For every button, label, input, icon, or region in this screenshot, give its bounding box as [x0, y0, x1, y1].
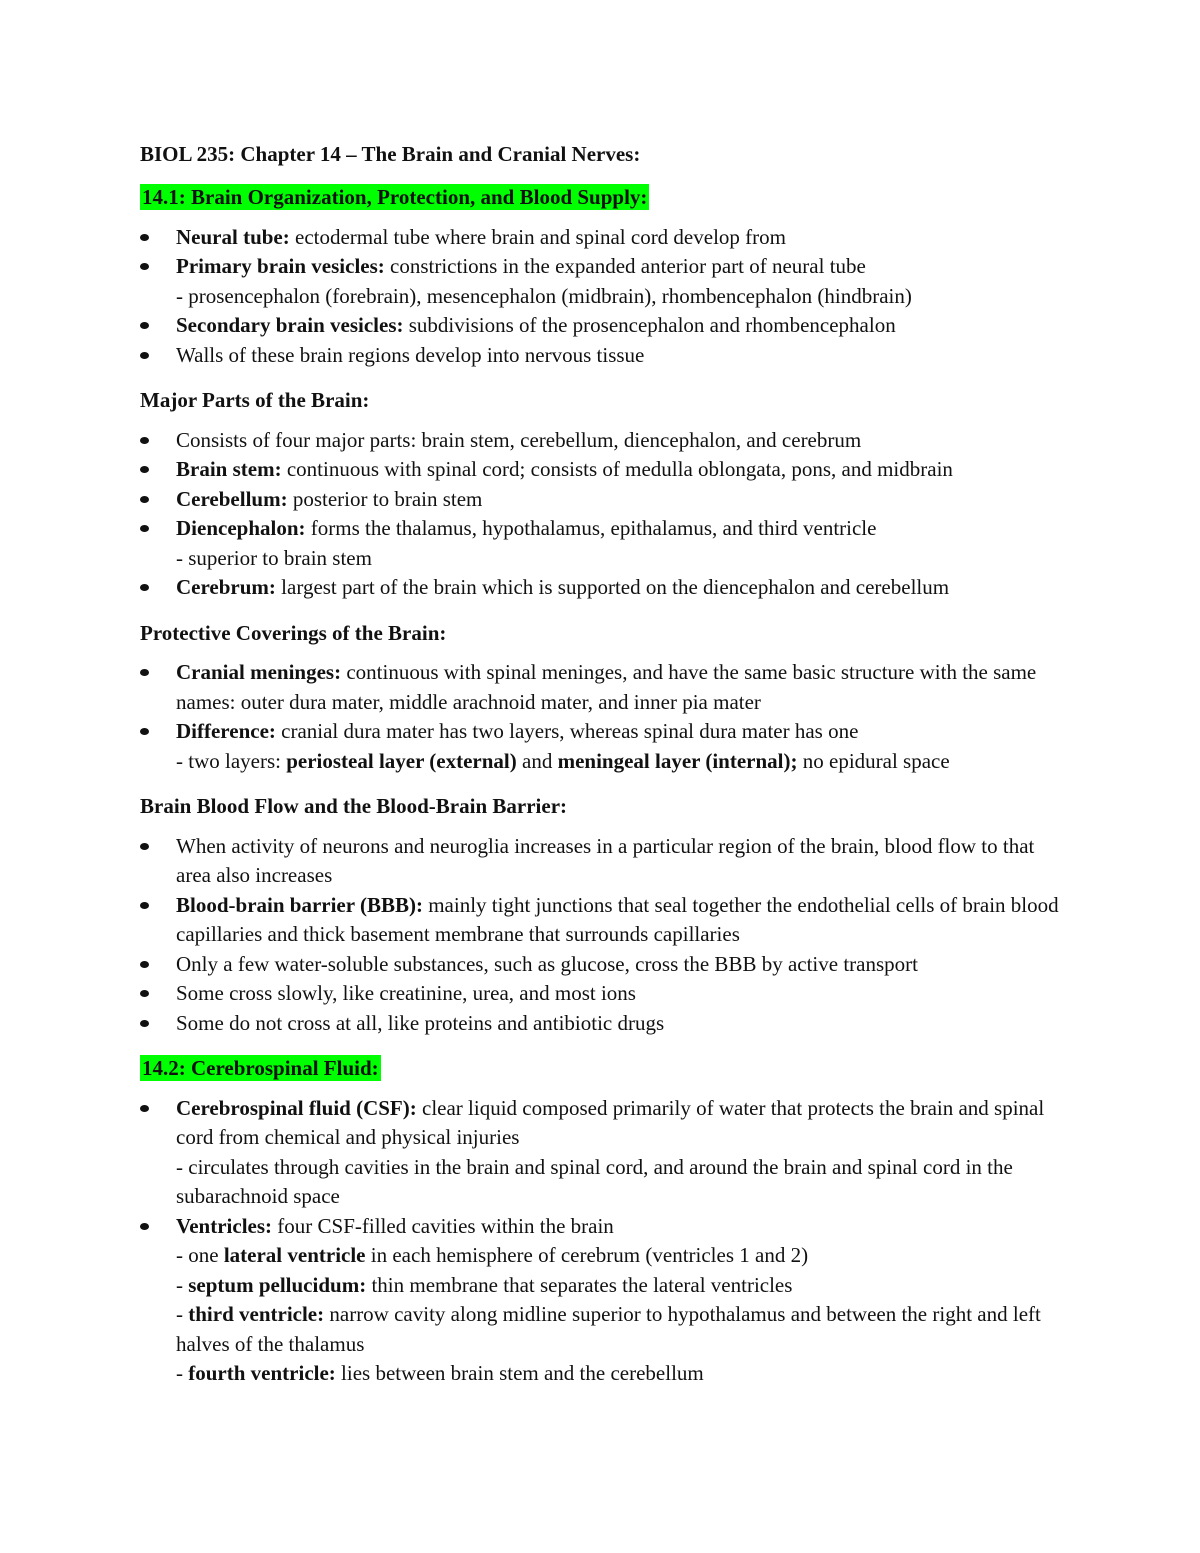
bullet-list: [140, 832, 1070, 1039]
list-item: [140, 223, 1070, 253]
bullet-list: [140, 658, 1070, 776]
list-item: [140, 891, 1070, 950]
list-item: [140, 573, 1070, 603]
list-item: [140, 426, 1070, 456]
bullet-icon: [140, 728, 149, 735]
list-item: [140, 341, 1070, 371]
sub-text: lies between brain stem and the cerebellum: [335, 1361, 704, 1385]
term: Cerebrum:: [176, 575, 276, 599]
list-item: [140, 1094, 1070, 1212]
definition: largest part of the brain which is supported on the diencephalon and cerebellum: [275, 575, 950, 599]
sub-point: [176, 1241, 1070, 1271]
sub-point: [176, 1300, 1070, 1359]
sub-text: narrow cavity along midline superior to hypothalamus and between the right and left halves of the thalamus: [176, 1302, 1041, 1356]
bullet-icon: [140, 466, 149, 473]
bullet-icon: [140, 1105, 149, 1112]
definition: constrictions in the expanded anterior part of neural tube: [384, 254, 866, 278]
section-heading-14-1: [140, 183, 1070, 213]
list-item: [140, 658, 1070, 717]
definition: subdivisions of the prosencephalon and rhombencephalon: [403, 313, 896, 337]
bullet-icon: [140, 234, 149, 241]
bullet-icon: [140, 496, 149, 503]
bullet-icon: [140, 961, 149, 968]
definition: Some do not cross at all, like proteins and antibiotic drugs: [176, 1010, 665, 1035]
sub-text: - one: [176, 1243, 224, 1267]
list-item: [140, 514, 1070, 573]
definition: cranial dura mater has two layers, whereas spinal dura mater has one: [275, 719, 859, 743]
sub-point: [176, 747, 1070, 777]
bullet-icon: [140, 1223, 149, 1230]
subheading-major-parts: Major Parts of the Brain:: [140, 388, 370, 412]
list-item: [140, 485, 1070, 515]
definition: continuous with spinal meninges, and have the same basic structure with the same names: outer dura mater, middle arachnoid mater, and inner pia mater: [176, 660, 1037, 714]
subheading-blood-brain-barrier: Brain Blood Flow and the Blood-Brain Barrier:: [140, 794, 568, 818]
bullet-icon: [140, 525, 149, 532]
list-item: [140, 950, 1070, 980]
list-item: [140, 832, 1070, 891]
list-item: [140, 979, 1070, 1009]
document-title: BIOL 235: Chapter 14 – The Brain and Cranial Nerves:: [140, 142, 641, 166]
list-item: [140, 455, 1070, 485]
term: Ventricles:: [176, 1213, 273, 1238]
subheading-protective-coverings: Protective Coverings of the Brain:: [140, 620, 447, 645]
list-item: [140, 311, 1070, 341]
bullet-icon: [140, 902, 149, 909]
term: Cerebellum:: [176, 486, 288, 511]
bullet-list: [140, 426, 1070, 603]
term: Neural tube:: [176, 224, 290, 249]
definition: clear liquid composed primarily of water that protects the brain and spinal cord from chemical and physical injuries: [176, 1095, 1045, 1149]
definition: Walls of these brain regions develop into nervous tissue: [176, 342, 645, 367]
sub-text: -: [176, 1361, 189, 1385]
bullet-icon: [140, 990, 149, 997]
sub-point: [176, 1359, 1070, 1389]
definition: mainly tight junctions that seal together the endothelial cells of brain blood capillaries and thick basement membrane that surrounds capillaries: [176, 892, 1059, 946]
highlighted-heading: 14.2: Cerebrospinal Fluid:: [142, 1056, 379, 1080]
definition: four CSF-filled cavities within the brain: [272, 1213, 614, 1238]
term: Primary brain vesicles:: [176, 254, 385, 278]
definition: When activity of neurons and neuroglia increases in a particular region of the brain, blood flow to that area also increases: [176, 833, 1035, 887]
bullet-icon: [140, 669, 149, 676]
sub-term: meningeal layer (internal);: [557, 748, 798, 773]
sub-text: - two layers:: [176, 748, 287, 773]
sub-point: - superior to brain stem: [176, 545, 372, 570]
list-item: [140, 252, 1070, 311]
bullet-list: [140, 223, 1070, 371]
sub-term: periosteal layer (external): [286, 748, 517, 773]
bullet-icon: [140, 437, 149, 444]
bullet-icon: [140, 584, 149, 591]
bullet-icon: [140, 322, 149, 329]
definition: ectodermal tube where brain and spinal cord develop from: [289, 224, 786, 249]
highlighted-heading: 14.1: Brain Organization, Protection, and Blood Supply:: [142, 185, 648, 209]
sub-text: and: [516, 748, 558, 773]
sub-term: lateral ventricle: [223, 1243, 366, 1267]
bullet-icon: [140, 1020, 149, 1027]
bullet-icon: [140, 843, 149, 850]
term: Secondary brain vesicles:: [176, 313, 404, 337]
sub-text: no epidural space: [797, 748, 950, 773]
bullet-list: [140, 1094, 1070, 1389]
definition: continuous with spinal cord; consists of medulla oblongata, pons, and midbrain: [281, 457, 953, 481]
list-item: [140, 1009, 1070, 1039]
term: Cerebrospinal fluid (CSF):: [176, 1095, 417, 1120]
term: Blood-brain barrier (BBB):: [176, 892, 423, 917]
definition: Some cross slowly, like creatinine, urea, and most ions: [176, 981, 636, 1005]
sub-text: in each hemisphere of cerebrum (ventricles 1 and 2): [365, 1243, 809, 1267]
term: Brain stem:: [176, 457, 282, 481]
sub-point: - prosencephalon (forebrain), mesencephalon (midbrain), rhombencephalon (hindbrain): [176, 283, 912, 308]
definition: Only a few water-soluble substances, such as glucose, cross the BBB by active transport: [176, 951, 918, 976]
sub-point: [176, 1271, 1070, 1301]
document-page: [140, 140, 1070, 1389]
sub-term: fourth ventricle:: [188, 1361, 336, 1385]
term: Cranial meninges:: [176, 660, 342, 684]
term: Diencephalon:: [176, 516, 306, 540]
sub-text: -: [176, 1272, 189, 1297]
definition: Consists of four major parts: brain stem, cerebellum, diencephalon, and cerebrum: [176, 427, 862, 452]
sub-text: -: [176, 1302, 189, 1326]
sub-term: septum pellucidum:: [188, 1272, 367, 1297]
definition: posterior to brain stem: [287, 486, 483, 511]
sub-term: third ventricle:: [188, 1302, 325, 1326]
bullet-icon: [140, 263, 149, 270]
list-item: [140, 717, 1070, 776]
bullet-icon: [140, 352, 149, 359]
sub-point: - circulates through cavities in the brain and spinal cord, and around the brain and spinal cord in the subarachnoid space: [176, 1154, 1013, 1208]
section-heading-14-2: [140, 1054, 1070, 1084]
term: Difference:: [176, 719, 276, 743]
definition: forms the thalamus, hypothalamus, epithalamus, and third ventricle: [305, 516, 877, 540]
sub-text: thin membrane that separates the lateral ventricles: [366, 1272, 793, 1297]
list-item: [140, 1212, 1070, 1389]
